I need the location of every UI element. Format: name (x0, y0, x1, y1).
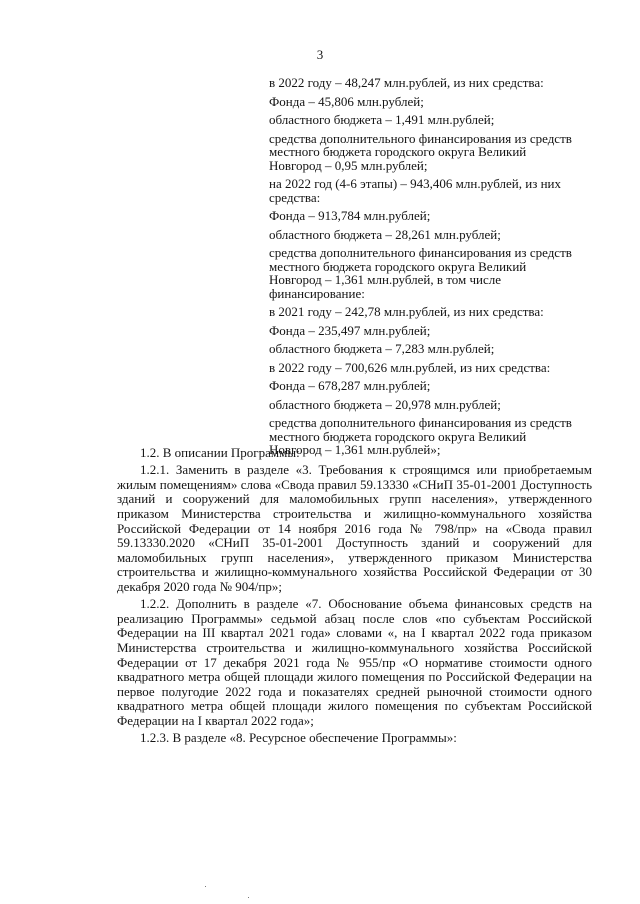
funding-table-cell (269, 76, 581, 462)
scan-speck (205, 886, 206, 887)
funding-line: областного бюджета – 20,978 млн.рублей; (269, 396, 501, 412)
funding-line: в 2022 году – 700,626 млн.рублей, из них средства: (269, 359, 551, 375)
funding-line: областного бюджета – 1,491 млн.рублей; (269, 112, 495, 127)
funding-line: в 2022 году – 48,247 млн.рублей, из них средства: (269, 75, 544, 90)
funding-line: Фонда – 678,287 млн.рублей; (269, 378, 431, 393)
funding-line: средства дополнительного финансирования из средств местного бюджета городского округа Великий Новгород – 0,95 млн.рублей; (269, 130, 572, 173)
funding-line: на 2022 год (4-6 этапы) – 943,406 млн.рублей, из них средства: (269, 176, 562, 205)
funding-line: средства дополнительного финансирования из средств местного бюджета городского округа Великий Новгород – 1,361 млн.рублей»; (269, 415, 572, 457)
paragraph-1-2-3: 1.2.3. В разделе «8. Ресурсное обеспечение Программы»: (140, 730, 457, 746)
section-heading-1-2: 1.2. В описании Программы: (140, 445, 300, 460)
funding-line: Фонда – 913,784 млн.рублей; (269, 208, 431, 223)
funding-line: Фонда – 45,806 млн.рублей; (269, 93, 424, 109)
funding-line: в 2021 году – 242,78 млн.рублей, из них средства: (269, 304, 544, 319)
funding-line: областного бюджета – 7,283 млн.рублей; (269, 341, 495, 356)
scan-speck (248, 897, 249, 898)
funding-line: средства дополнительного финансирования из средств местного бюджета городского округа Великий Новгород – 1,361 млн.рублей, в том числе финансирование: (269, 245, 572, 301)
paragraph-1-2-1: 1.2.1. Заменить в разделе «3. Требования к строящимся или приобретаемым жилым помещениям» слова «Свода правил 59.13330 «СНиП 35-01-2001 Доступность зданий и сооружений для маломобильных групп населения», утвержденного приказом Министерства строительства и жилищно-коммунального хозяйства Российской Федерации от 14 ноября 2016 года № 798/пр» на «Свода правил 59.13330.2020 «СНиП 35-01-2001 Доступность зданий и сооружений для маломобильных групп населения», утвержденного приказом Министерства строительства и жилищно-коммунального хозяйства Российской Федерации от 30 декабря 2020 года № 904/пр»; (117, 462, 592, 594)
page-number: 3 (316, 47, 324, 62)
paragraph-1-2-2: 1.2.2. Дополнить в разделе «7. Обоснование объема финансовых средств на реализацию Программы» седьмой абзац после слов «по субъектам Российской Федерации на III квартал 2021 года» словами «, на I квартал 2022 года приказом Министерства строительства и жилищно-коммунального хозяйства Российской Федерации от 17 декабря 2021 года № 955/пр «О нормативе стоимости одного квадратного метра общей площади жилого помещения по Российской Федерации на первое полугодие 2022 года и показателях средней рыночной стоимости одного квадратного метра общей площади жилого помещения по субъектам Российской Федерации на I квартал 2022 года»; (117, 596, 592, 728)
funding-line: областного бюджета – 28,261 млн.рублей; (269, 226, 501, 242)
funding-line: Фонда – 235,497 млн.рублей; (269, 322, 431, 338)
document-body (117, 446, 592, 748)
